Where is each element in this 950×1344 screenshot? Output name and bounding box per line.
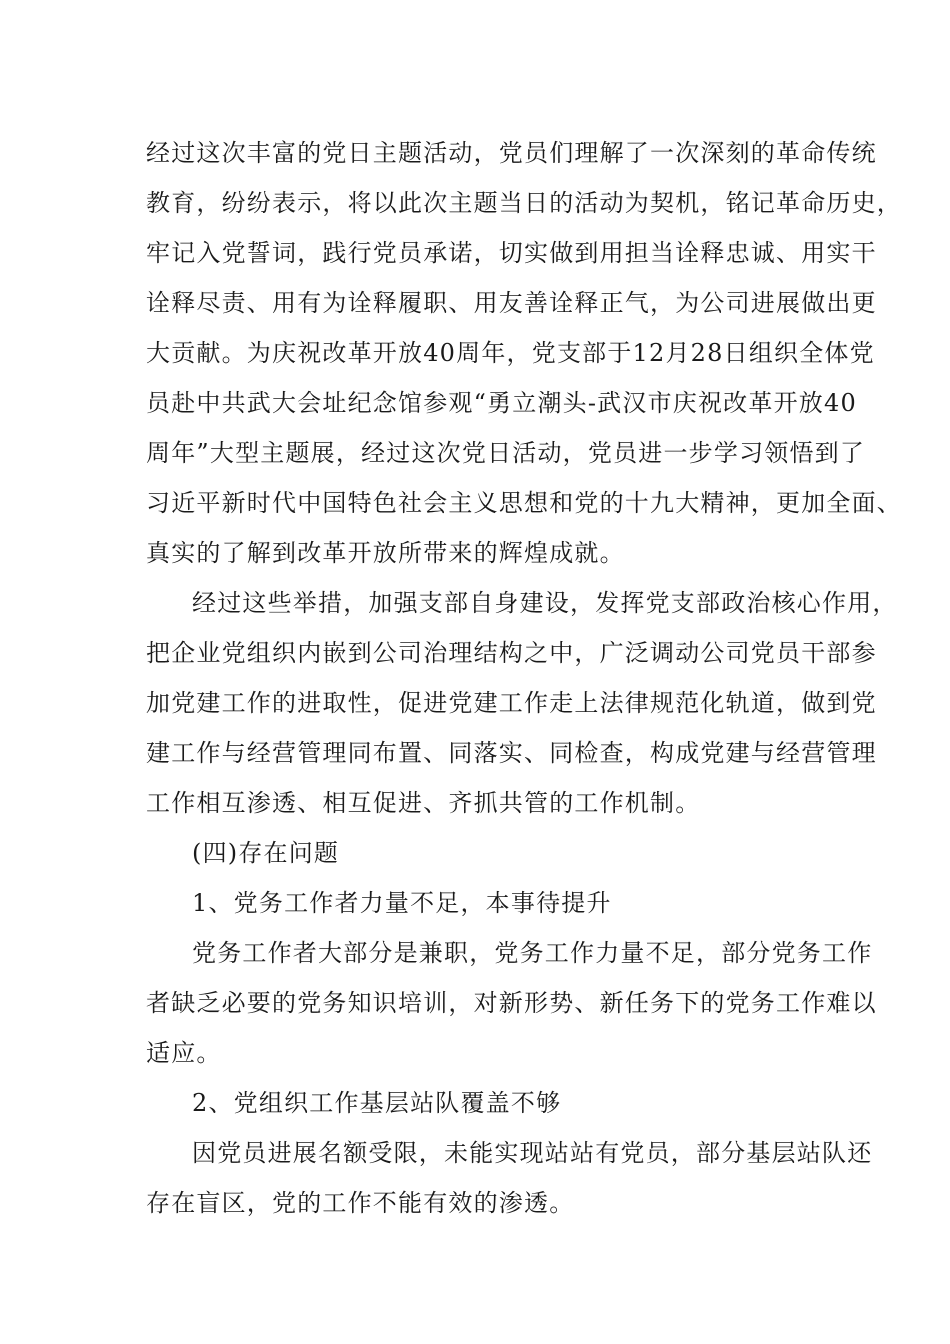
subsection-heading: 1、党务工作者力量不足，本事待提升 (192, 889, 612, 917)
text-line: 习近平新时代中国特色社会主义思想和党的十九大精神，更加全面、 (146, 489, 902, 517)
document-body (146, 128, 902, 1228)
text-line: 牢记入党誓词，践行党员承诺，切实做到用担当诠释忠诚、用实干 (146, 239, 877, 267)
text-line: 周年”大型主题展，经过这次党日活动，党员进一步学习领悟到了 (146, 439, 866, 467)
text-line: 真实的了解到改革开放所带来的辉煌成就。 (146, 539, 625, 567)
paragraph-first-line: 党务工作者大部分是兼职，党务工作力量不足，部分党务工作 (192, 939, 873, 967)
section-heading: (四)存在问题 (192, 839, 340, 867)
text-line: 大贡献。为庆祝改革开放40周年，党支部于12月28日组织全体党 (146, 339, 875, 367)
text-line: 诠释尽责、用有为诠释履职、用友善诠释正气，为公司进展做出更 (146, 289, 877, 317)
text-line: 适应。 (146, 1039, 222, 1067)
text-line: 加党建工作的进取性，促进党建工作走上法律规范化轨道，做到党 (146, 689, 877, 717)
text-line: 建工作与经营管理同布置、同落实、同检查，构成党建与经营管理 (146, 739, 877, 767)
text-line: 工作相互渗透、相互促进、齐抓共管的工作机制。 (146, 789, 701, 817)
paragraph-first-line: 经过这些举措，加强支部自身建设，发挥党支部政治核心作用， (192, 589, 898, 617)
text-line: 者缺乏必要的党务知识培训，对新形势、新任务下的党务工作难以 (146, 989, 877, 1017)
text-line: 把企业党组织内嵌到公司治理结构之中，广泛调动公司党员干部参 (146, 639, 877, 667)
text-line: 存在盲区，党的工作不能有效的渗透。 (146, 1189, 575, 1217)
paragraph-first-line: 因党员进展名额受限，未能实现站站有党员，部分基层站队还 (192, 1139, 873, 1167)
text-line: 教育，纷纷表示，将以此次主题当日的活动为契机，铭记革命历史， (146, 189, 902, 217)
subsection-heading: 2、党组织工作基层站队覆盖不够 (192, 1089, 562, 1117)
text-line: 经过这次丰富的党日主题活动，党员们理解了一次深刻的革命传统 (146, 139, 877, 167)
text-line: 员赴中共武大会址纪念馆参观“勇立潮头-武汉市庆祝改革开放40 (146, 389, 857, 417)
